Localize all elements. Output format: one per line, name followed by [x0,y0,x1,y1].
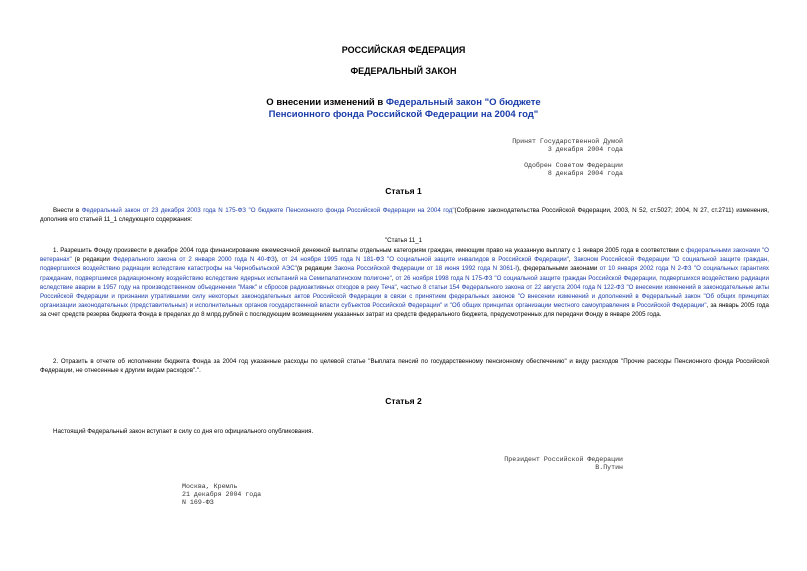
intro-pre: Внести в [53,207,82,214]
law-title [0,97,807,121]
signature-position: Президент Российской Федерации [504,456,623,463]
place-date: 21 декабря 2004 года [182,491,262,498]
article2-heading: Статья 2 [385,396,422,406]
accepted-note [512,138,623,154]
place-date-block [182,483,261,507]
law-number: N 169-ФЗ [182,499,214,506]
approved-note [524,162,623,178]
article1-paragraph1 [40,246,769,320]
signature-block [504,456,623,472]
p1-text: , [391,274,396,282]
law-title-prefix: О внесении изменений в [266,97,386,108]
p1-link-40fz[interactable]: Федерального закона от 2 января 2000 года N 40-ФЗ [112,256,275,264]
p1-link-veterans[interactable]: федеральными законами "О ветеранах" [40,247,769,264]
signature-name: В.Путин [595,464,623,471]
p1-link-2fz[interactable]: от 10 января 2002 года N 2-ФЗ "О социальных гарантиях гражданам, подвергшимся радиационному воздействию вследствие ядерных испытаний на Семипалатинском полигоне" [40,265,769,282]
p1-text: , [396,283,401,291]
p1-text: , за январь 2005 года за счет средств резерва бюджета Фонда в пределах до 8 млрд.рублей с последующим возмещением указанных затрат из средств федерального бюджета, предусмотренных для передачи Фонду в январе 2005 года. [40,302,769,319]
article1-intro [40,206,769,224]
p1-link-175fz[interactable]: от 26 ноября 1998 года N 175-ФЗ "О социальной защите граждан Российской Федерации, подвергшихся воздействию радиации вследствие аварии в 1957 году на производственном объединении "Маяк" и сбросов радиоактивных отходов в реку Теча" [40,274,769,291]
p1-text: , [568,256,574,264]
accepted-line1: Принят Государственной Думой [512,138,623,145]
document-type-heading: ФЕДЕРАЛЬНЫЙ ЗАКОН [350,66,457,76]
approved-line2: 8 декабря 2004 года [547,170,623,177]
p1-link-chernobyl[interactable]: Законом Российской Федерации "О социальной защите граждан, подвергшихся воздействию радиации вследствие катастрофы на Чернобыльской АЭС" [40,256,769,273]
intro-post: (Собрание законодательства Российской Федерации, 2003, N 52, ст.5027; 2004, N 27, ст.2711) изменения, дополнив его статьей 11_1 следующего содержания: [40,207,769,224]
law-title-link-line2[interactable]: Пенсионного фонда Российской Федерации на 2004 год" [268,109,539,120]
article2-text: Настоящий Федеральный закон вступает в силу со дня его официального опубликования. [53,428,314,435]
place-city: Москва, Кремль [182,483,238,490]
p1-text: (в редакции [296,265,334,273]
quoted-article-title: "Статья 11_1 [384,237,423,244]
country-heading: РОССИЙСКАЯ ФЕДЕРАЦИЯ [341,45,466,55]
p1-text: ), федеральными законами [517,265,600,273]
article1-paragraph2: 2. Отразить в отчете об исполнении бюджета Фонда за 2004 год указанные расходы по целевой статье "Выплата пенсий по государственному пенсионному обеспечению" и виду расходов "Прочие расходы Пенсионного фонда Российской Федерации, не отнесенные к другим видам расходов".". [40,358,769,375]
p1-text: (в редакции [71,256,113,264]
p1-text: ), [274,256,282,264]
intro-law-link[interactable]: Федеральный закон от 23 декабря 2003 года N 175-ФЗ "О бюджете Пенсионного фонда Российской Федерации на 2004 год" [81,207,455,214]
p1-link-181fz[interactable]: от 24 ноября 1995 года N 181-ФЗ "О социальной защите инвалидов в Российской Федерации" [281,256,569,264]
p1-link-3061[interactable]: Закона Российской Федерации от 18 июня 1992 года N 3061-I [333,265,518,273]
accepted-line2: 3 декабря 2004 года [547,146,623,153]
p1-text: 1. Разрешить Фонду произвести в декабре 2004 года финансирование ежемесячной денежной выплаты отдельным категориям граждан, имеющим право на указанную выплату с 1 января 2005 года в соответствии с [53,247,687,254]
law-title-link-line1[interactable]: Федеральный закон "О бюджете [385,97,541,108]
p1-link-122fz[interactable]: частью 8 статьи 154 Федерального закона от 22 августа 2004 года N 122-ФЗ "О внесении изменений в законодательные акты Российской Федерации и признании утратившими силу некоторых законодательных актов Российской Федерации в связи с принятием федеральных законов "О внесении изменений и дополнений в Федеральный закон "Об общих принципах организации законодательных (представительных) и исполнительных органов государственной власти субъектов Российской Федерации" и "Об общих принципах организации местного самоуправления в Российской Федерации" [40,283,769,310]
approved-line1: Одобрен Советом Федерации [524,162,623,169]
article1-heading: Статья 1 [385,186,422,196]
